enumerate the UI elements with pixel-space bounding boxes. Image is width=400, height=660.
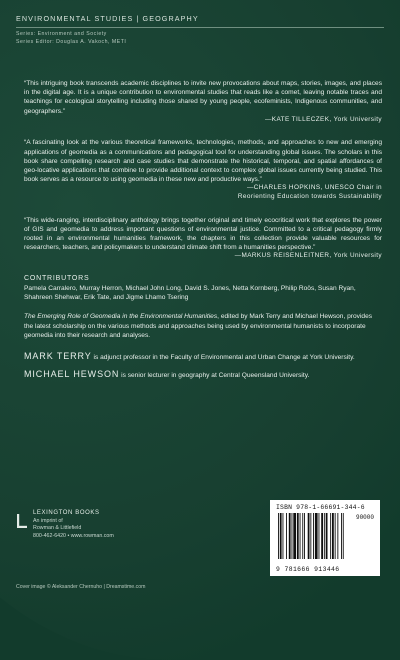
attribution-line: —CHARLES HOPKINS, UNESCO Chair in (246, 184, 382, 192)
series-category: ENVIRONMENTAL STUDIES | GEOGRAPHY (16, 14, 384, 28)
quote-attribution (24, 116, 382, 125)
publisher-imprint: An imprint of (33, 517, 63, 524)
author-bio (24, 352, 382, 362)
series-editor: Series Editor: Douglas A. Vakoch, METI (16, 38, 127, 45)
publisher-parent: Rowman & Littlefield (33, 525, 82, 532)
footer (16, 500, 384, 590)
author-bio-text: is adjunct professor in the Faculty of Environmental and Urban Change at York University. (91, 354, 355, 362)
attribution-line: Reorienting Education towards Sustainability (237, 193, 382, 201)
series-name: Series: Environment and Society (16, 31, 107, 37)
isbn-label: ISBN 978-1-66691-344-6 (276, 504, 365, 511)
quote-text: “This wide-ranging, interdisciplinary anthology brings together original and timely ecocritical work that explores the power of GIS and geomedia to address important questions of environmental justice. Committed to a critical pedagogy firmly rooted in an environmental humanities framework, the chapters in this collection provide valuable resources for researchers, teachers, and policymakers to understand climate shift from a humanities perspective.” (24, 216, 382, 252)
publisher-logo-icon (16, 513, 28, 529)
contributors-heading: CONTRIBUTORS (24, 275, 90, 283)
quote-attribution (24, 184, 382, 201)
endorsement-quote (24, 138, 382, 201)
publisher-block (16, 510, 114, 540)
attribution-line: —MARKUS REISENLEITNER, York University (234, 252, 382, 260)
barcode-digits: 9 781666 913446 (276, 566, 340, 573)
author-name: MARK TERRY (24, 351, 92, 362)
endorsement-quote (24, 79, 382, 124)
price-code: 90000 (355, 514, 374, 521)
barcode-box (270, 500, 380, 576)
quote-text: “This intriguing book transcends academic disciplines to invite new provocations about maps, stories, images, and places in the digital age. It is a unique contribution to environmental studies that reads like a comet, leaving notable traces and teachings for ecological storytelling including those shared by young people, ecofeminists, Indigenous communities, and geographers.” (24, 80, 382, 115)
quote-text: “A fascinating look at the various theoretical frameworks, technologies, methods, and approaches to new and emerging applications of geomedia as a communications and pedagogical tool for understanding global issues. The scholars in this book share compelling research and case studies that demonstrate the historical, temporal, and spatial affordances of geo-locative applications that combine to provide additional context to complex global issues currently being studied. This book serves as a resource to using geomedia in these new and productive ways.” (24, 139, 382, 184)
attribution-line: —KATE TILLECZEK, York University (265, 115, 382, 123)
series-header (16, 14, 384, 46)
book-title: The Emerging Role of Geomedia in the Environmental Humanities (24, 313, 218, 321)
publisher-name: LEXINGTON BOOKS (33, 510, 100, 516)
main-content (24, 79, 382, 388)
description-text: , edited by Mark Terry and Michael Hewson, provides the latest scholarship on the various methods and approaches being used by environmental humanists to incorporate geomedia into their research and analyses. (24, 313, 373, 339)
author-bio (24, 370, 382, 380)
endorsement-quote (24, 216, 382, 261)
contributors-list: Pamela Carralero, Murray Herron, Michael John Long, David S. Jones, Netta Kornberg, Philip Roös, Susan Ryan, Shahreen Shehwar, Erik Tate, and Jigme Lhamo Tsering (24, 285, 356, 302)
book-description (24, 312, 382, 340)
author-name: MICHAEL HEWSON (24, 369, 120, 380)
quote-attribution (24, 252, 382, 261)
author-bio-text: is senior lecturer in geography at Central Queensland University. (119, 372, 310, 380)
barcode-icon (276, 513, 374, 561)
cover-image-credit: Cover image © Aleksander Chernuho | Dreamstime.com (16, 584, 146, 590)
publisher-contact: 800-462-6420 • www.rowman.com (33, 532, 114, 539)
